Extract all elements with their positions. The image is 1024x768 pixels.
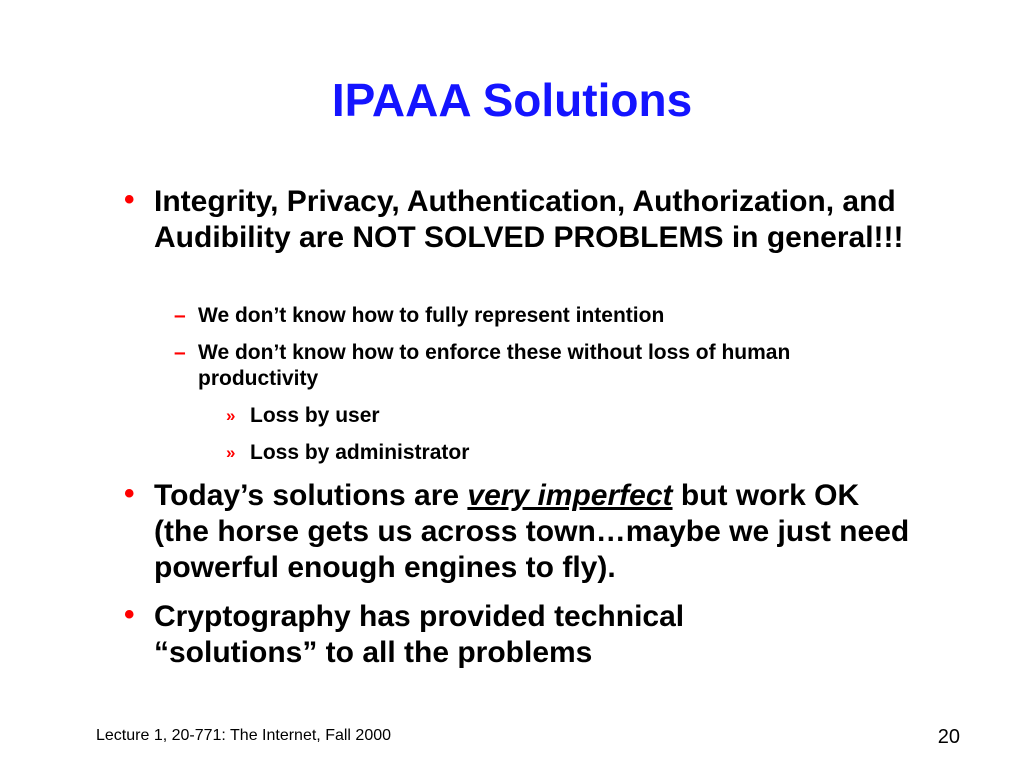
sub-sub-bullet-item-1 — [226, 403, 850, 429]
bullet-text-start: Today’s solutions are — [154, 479, 468, 512]
bullet-item-2 — [124, 477, 914, 586]
sub-bullet-text: We don’t know how to enforce these without loss of human productivity — [198, 341, 791, 390]
slide-title: IPAAA Solutions — [331, 74, 693, 126]
chevron-marker: » — [226, 443, 236, 462]
footer-lecture-info: Lecture 1, 20-771: The Internet, Fall 2000 — [96, 727, 392, 744]
bullet-marker: • — [124, 183, 135, 216]
sub-bullet-item-2 — [174, 340, 848, 392]
sub-bullet-item-1 — [174, 303, 898, 329]
sub-sub-bullet-text: Loss by administrator — [250, 441, 470, 464]
sub-sub-bullet-text: Loss by user — [250, 404, 380, 427]
bullet-marker: • — [124, 477, 135, 510]
dash-marker: – — [174, 341, 186, 364]
bullet-marker: • — [124, 598, 135, 631]
bullet-text-end: but work OK (the horse gets us across town…maybe we just need powerful enough engines to fly). — [154, 479, 910, 584]
page-number: 20 — [937, 726, 960, 748]
bullet-item-1 — [124, 183, 914, 256]
bullet-item-3 — [124, 598, 794, 671]
chevron-marker: » — [226, 406, 236, 425]
dash-marker: – — [174, 304, 186, 327]
bullet-text: Integrity, Privacy, Authentication, Authorization, and Audibility are NOT SOLVED PROBLEMS in general!!! — [154, 185, 904, 254]
sub-bullet-text: We don’t know how to fully represent intention — [198, 304, 665, 327]
sub-sub-bullet-item-2 — [226, 440, 850, 466]
bullet-text: Cryptography has provided technical “solutions” to all the problems — [154, 600, 685, 669]
bullet-emphasis: very imperfect — [467, 479, 673, 512]
